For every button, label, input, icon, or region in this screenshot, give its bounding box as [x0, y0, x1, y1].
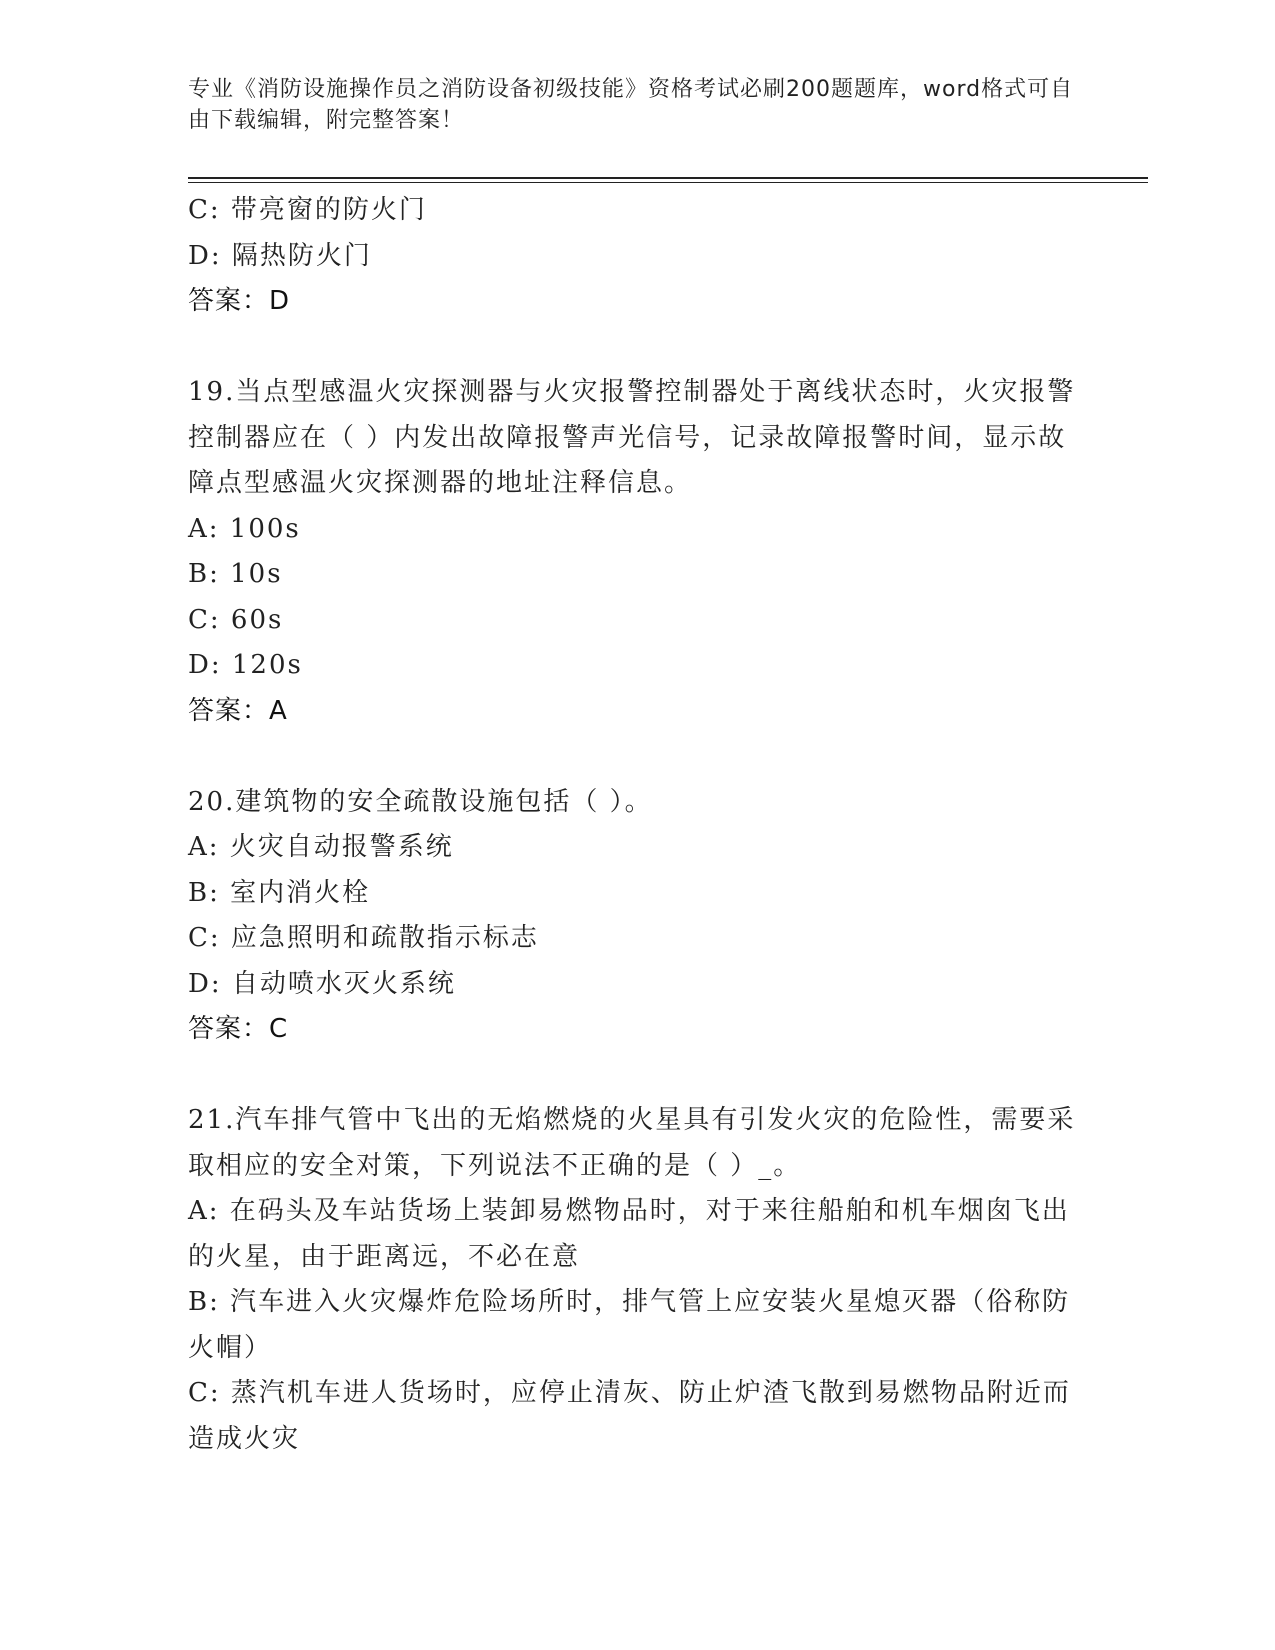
- question-stem: 19.当点型感温火灾探测器与火灾报警控制器处于离线状态时，火灾报警控制器应在（ ）内发出故障报警声光信号，记录故障报警时间，显示故障点型感温火灾探测器的地址注释信息。: [188, 377, 1076, 498]
- option-c: C: 60s: [188, 604, 284, 635]
- option-b: B: 汽车进入火灾爆炸危险场所时，排气管上应安装火星熄灭器（俗称防火帽）: [188, 1287, 1071, 1363]
- option-b: B: 10s: [188, 559, 283, 589]
- spacer: [188, 325, 1078, 371]
- question-stem: 20.建筑物的安全疏散设施包括（ ）。: [188, 786, 653, 817]
- document-header: 专业《消防设施操作员之消防设备初级技能》资格考试必刷200题题库，word格式可自由下载编辑，附完整答案！: [188, 77, 1074, 133]
- answer-line: 答案：A: [188, 695, 288, 726]
- option-a: A: 火灾自动报警系统: [188, 832, 454, 862]
- option-d: D: 隔热防火门: [188, 240, 372, 271]
- header-rule-thick: [188, 177, 1148, 179]
- header-rule-thin: [188, 182, 1148, 183]
- spacer: [188, 1053, 1078, 1099]
- question-stem: 21.汽车排气管中飞出的无焰燃烧的火星具有引发火灾的危险性，需要采取相应的安全对策，下列说法不正确的是（ ）_。: [188, 1105, 1076, 1181]
- question-18-continuation: [188, 188, 1078, 325]
- option-a: A: 100s: [188, 513, 301, 544]
- option-a: A: 在码头及车站货场上装卸易燃物品时，对于来往船舶和机车烟囱飞出的火星，由于距离远，不必在意: [188, 1196, 1070, 1272]
- option-b: B: 室内消火栓: [188, 877, 371, 908]
- answer-line: 答案：C: [188, 1014, 289, 1044]
- option-c: C: 带亮窗的防火门: [188, 195, 427, 225]
- spacer: [188, 734, 1078, 780]
- answer-line: 答案：D: [188, 286, 291, 316]
- question-19: [188, 370, 1078, 734]
- option-d: D: 120s: [188, 650, 303, 680]
- question-20: [188, 780, 1078, 1053]
- option-c: C: 应急照明和疏散指示标志: [188, 923, 539, 953]
- question-21: [188, 1098, 1078, 1462]
- question-content: [188, 188, 1078, 1462]
- option-c: C: 蒸汽机车进人货场时，应停止清灰、防止炉渣飞散到易燃物品附近而造成火灾: [188, 1378, 1071, 1454]
- option-d: D: 自动喷水灭火系统: [188, 968, 456, 999]
